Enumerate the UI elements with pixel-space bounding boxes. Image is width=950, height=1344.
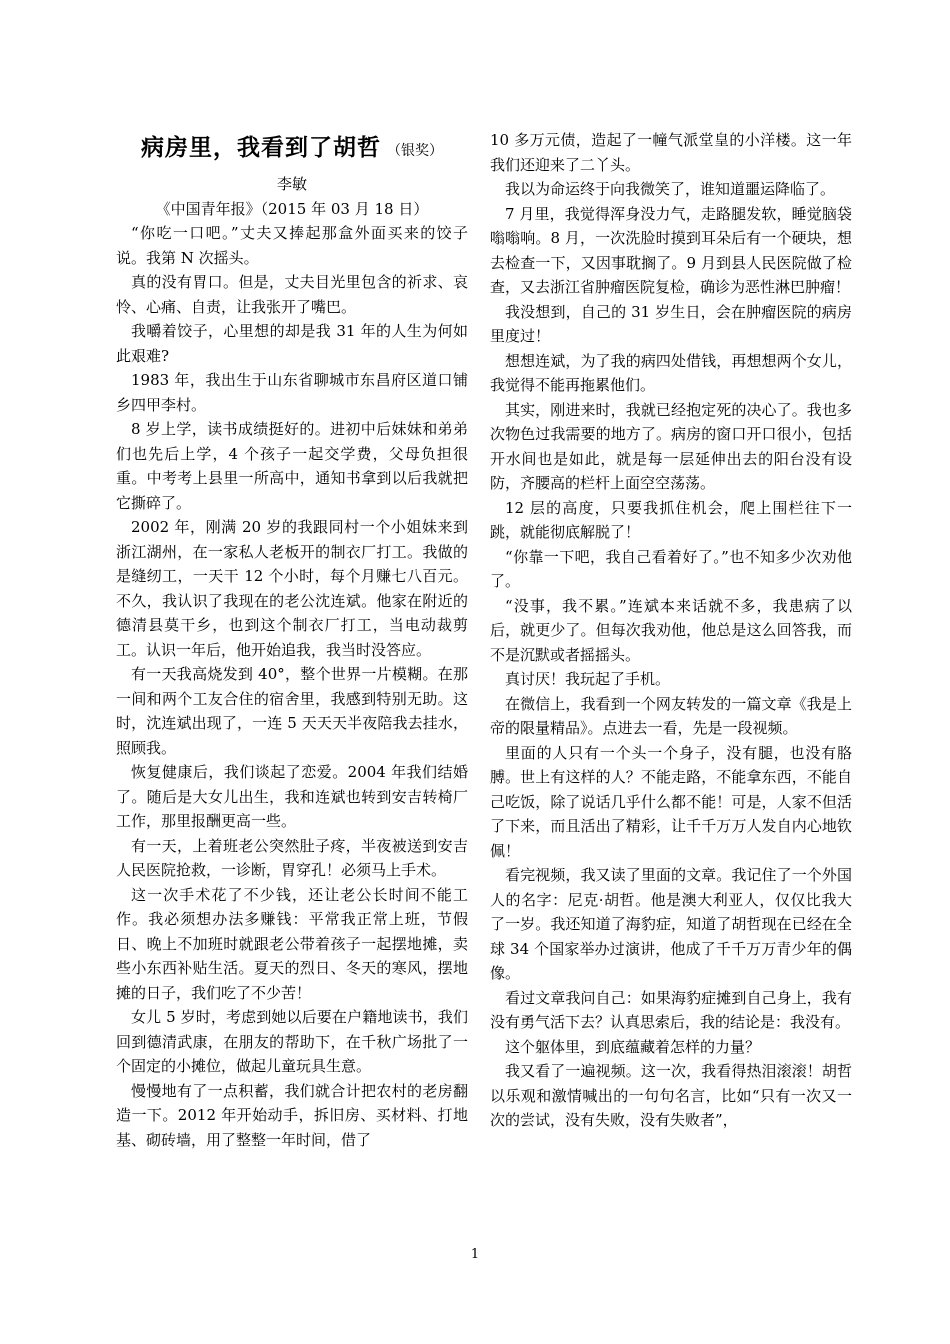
paragraph: 其实，刚进来时，我就已经抱定死的决心了。我也多次物色过我需要的地方了。病房的窗口开口很小，包括开水间也是如此，就是每一层延伸出去的阳台没有设防，齐腰高的栏杆上面空空荡荡。 [490, 400, 852, 492]
paragraph: “你吃一口吧。”丈夫又捧起那盒外面买来的饺子说。我第 N 次摇头。 [116, 224, 468, 267]
paragraph: 8 岁上学，读书成绩挺好的。进初中后妹妹和弟弟们也先后上学，4 个孩子一起交学费，父母负担很重。中考考上县里一所高中，通知书拿到以后我就把它撕碎了。 [116, 420, 468, 512]
paragraph: 7 月里，我觉得浑身没力气，走路腿发软，睡觉脑袋嗡嗡响。8 月，一次洗脸时摸到耳朵后有一个硬块，想去检查一下，又因事耽搁了。9 月到县人民医院做了检查，又去浙江省肿瘤医院复检，确诊为恶性淋巴肿瘤！ [490, 204, 852, 296]
page-number: 1 [470, 1247, 480, 1262]
right-column [490, 128, 852, 1133]
right-body [490, 128, 852, 1133]
paragraph: 我没想到，自己的 31 岁生日，会在肿瘤医院的病房里度过！ [490, 302, 852, 345]
paragraph: 我以为命运终于向我微笑了，谁知道噩运降临了。 [505, 180, 836, 198]
paragraph: “你靠一下吧，我自己看着好了。”也不知多少次劝他了。 [490, 547, 852, 590]
title-line [116, 132, 468, 164]
paragraph: 有一天，上着班老公突然肚子疼，半夜被送到安吉人民医院抢救，一诊断，胃穿孔！必须马上手术。 [116, 836, 468, 879]
paragraph: 这一次手术花了不少钱，还让老公长时间不能工作。我必须想办法多赚钱：平常我正常上班，节假日、晚上不加班时就跟老公带着孩子一起摆地摊，卖些小东西补贴生活。夏天的烈日、冬天的寒风，摆地摊的日子，我们吃了不少苦！ [116, 885, 468, 1002]
paragraph: 2002 年，刚满 20 岁的我跟同村一个小姐妹来到浙江湖州，在一家私人老板开的制衣厂打工。我做的是缝纫工，一天干 12 个小时，每个月赚七八百元。不久，我认识了我现在的老公沈连斌。他家在附近的德清县莫干乡，也到这个制衣厂打工，当电动裁剪工。认识一年后，他开始追我，我当时没答应。 [116, 518, 468, 659]
paragraph: 里面的人只有一个头一个身子，没有腿，也没有胳膊。世上有这样的人？不能走路，不能拿东西，不能自己吃饭，除了说话几乎什么都不能！可是，人家不但活了下来，而且活出了精彩，让千千万万人发自内心地钦佩！ [490, 743, 852, 860]
left-body [116, 221, 468, 1152]
paragraph: 我又看了一遍视频。这一次，我看得热泪滚滚！胡哲以乐观和激情喊出的一句句名言，比如“只有一次又一次的尝试，没有失败，没有失败者”， [490, 1062, 852, 1129]
paragraph: 这个躯体里，到底蕴藏着怎样的力量？ [505, 1037, 761, 1056]
paragraph: 看完视频，我又读了里面的文章。我记住了一个外国人的名字：尼克·胡哲。他是澳大利亚人，仅仅比我大了一岁。我还知道了海豹症，知道了胡哲现在已经在全球 34 个国家举办过演讲，他成了千千万万青少年的偶像。 [490, 866, 852, 982]
paragraph: 12 层的高度，只要我抓住机会，爬上围栏往下一跳，就能彻底解脱了！ [490, 498, 852, 541]
paragraph: 我嚼着饺子，心里想的却是我 31 年的人生为何如此艰难? [116, 322, 468, 365]
paragraph: 恢复健康后，我们谈起了恋爱。2004 年我们结婚了。随后是大女儿出生，我和连斌也转到安吉转椅厂工作，那里报酬更高一些。 [116, 763, 468, 830]
paragraph: 女儿 5 岁时，考虑到她以后要在户籍地读书，我们回到德清武康，在朋友的帮助下，在千秋广场批了一个固定的小摊位，做起儿童玩具生意。 [116, 1008, 468, 1075]
paragraph: 慢慢地有了一点积蓄，我们就合计把农村的老房翻造一下。2012 年开始动手，拆旧房、买材料、打地基、砌砖墙，用了整整一年时间，借了 [116, 1081, 468, 1149]
award-label: （银奖） [387, 143, 443, 159]
article-title: 病房里，我看到了胡哲 [141, 134, 381, 161]
paragraph: 想想连斌，为了我的病四处借钱，再想想两个女儿，我觉得不能再拖累他们。 [490, 351, 852, 394]
source-line: 《中国青年报》（2015 年 03 月 18 日） [155, 199, 429, 218]
left-column [116, 128, 468, 1152]
paragraph: 10 多万元债，造起了一幢气派堂皇的小洋楼。这一年我们还迎来了二丫头。 [490, 131, 852, 174]
paragraph: 在微信上，我看到一个网友转发的一篇文章《我是上帝的限量精品》。点进去一看，先是一段视频。 [490, 694, 852, 737]
paragraph: 看过文章我问自己：如果海豹症摊到自己身上，我有没有勇气活下去？认真思索后，我的结论是：我没有。 [490, 988, 852, 1031]
paragraph: 有一天我高烧发到 40°，整个世界一片模糊。在那一间和两个工友合住的宿舍里，我感到特别无助。这时，沈连斌出现了，一连 5 天天天半夜陪我去挂水，照顾我。 [116, 665, 468, 757]
paragraph: 1983 年，我出生于山东省聊城市东昌府区道口铺乡四甲李村。 [116, 371, 468, 414]
paragraph: “没事，我不累。”连斌本来话就不多，我患病了以后，就更少了。但每次我劝他，他总是这么回答我，而不是沉默或者摇摇头。 [490, 596, 852, 664]
author-name: 李敏 [276, 175, 307, 193]
paragraph: 真讨厌！我玩起了手机。 [505, 670, 671, 688]
paragraph: 真的没有胃口。但是，丈夫目光里包含的祈求、哀怜、心痛、自责，让我张开了嘴巴。 [116, 273, 468, 316]
